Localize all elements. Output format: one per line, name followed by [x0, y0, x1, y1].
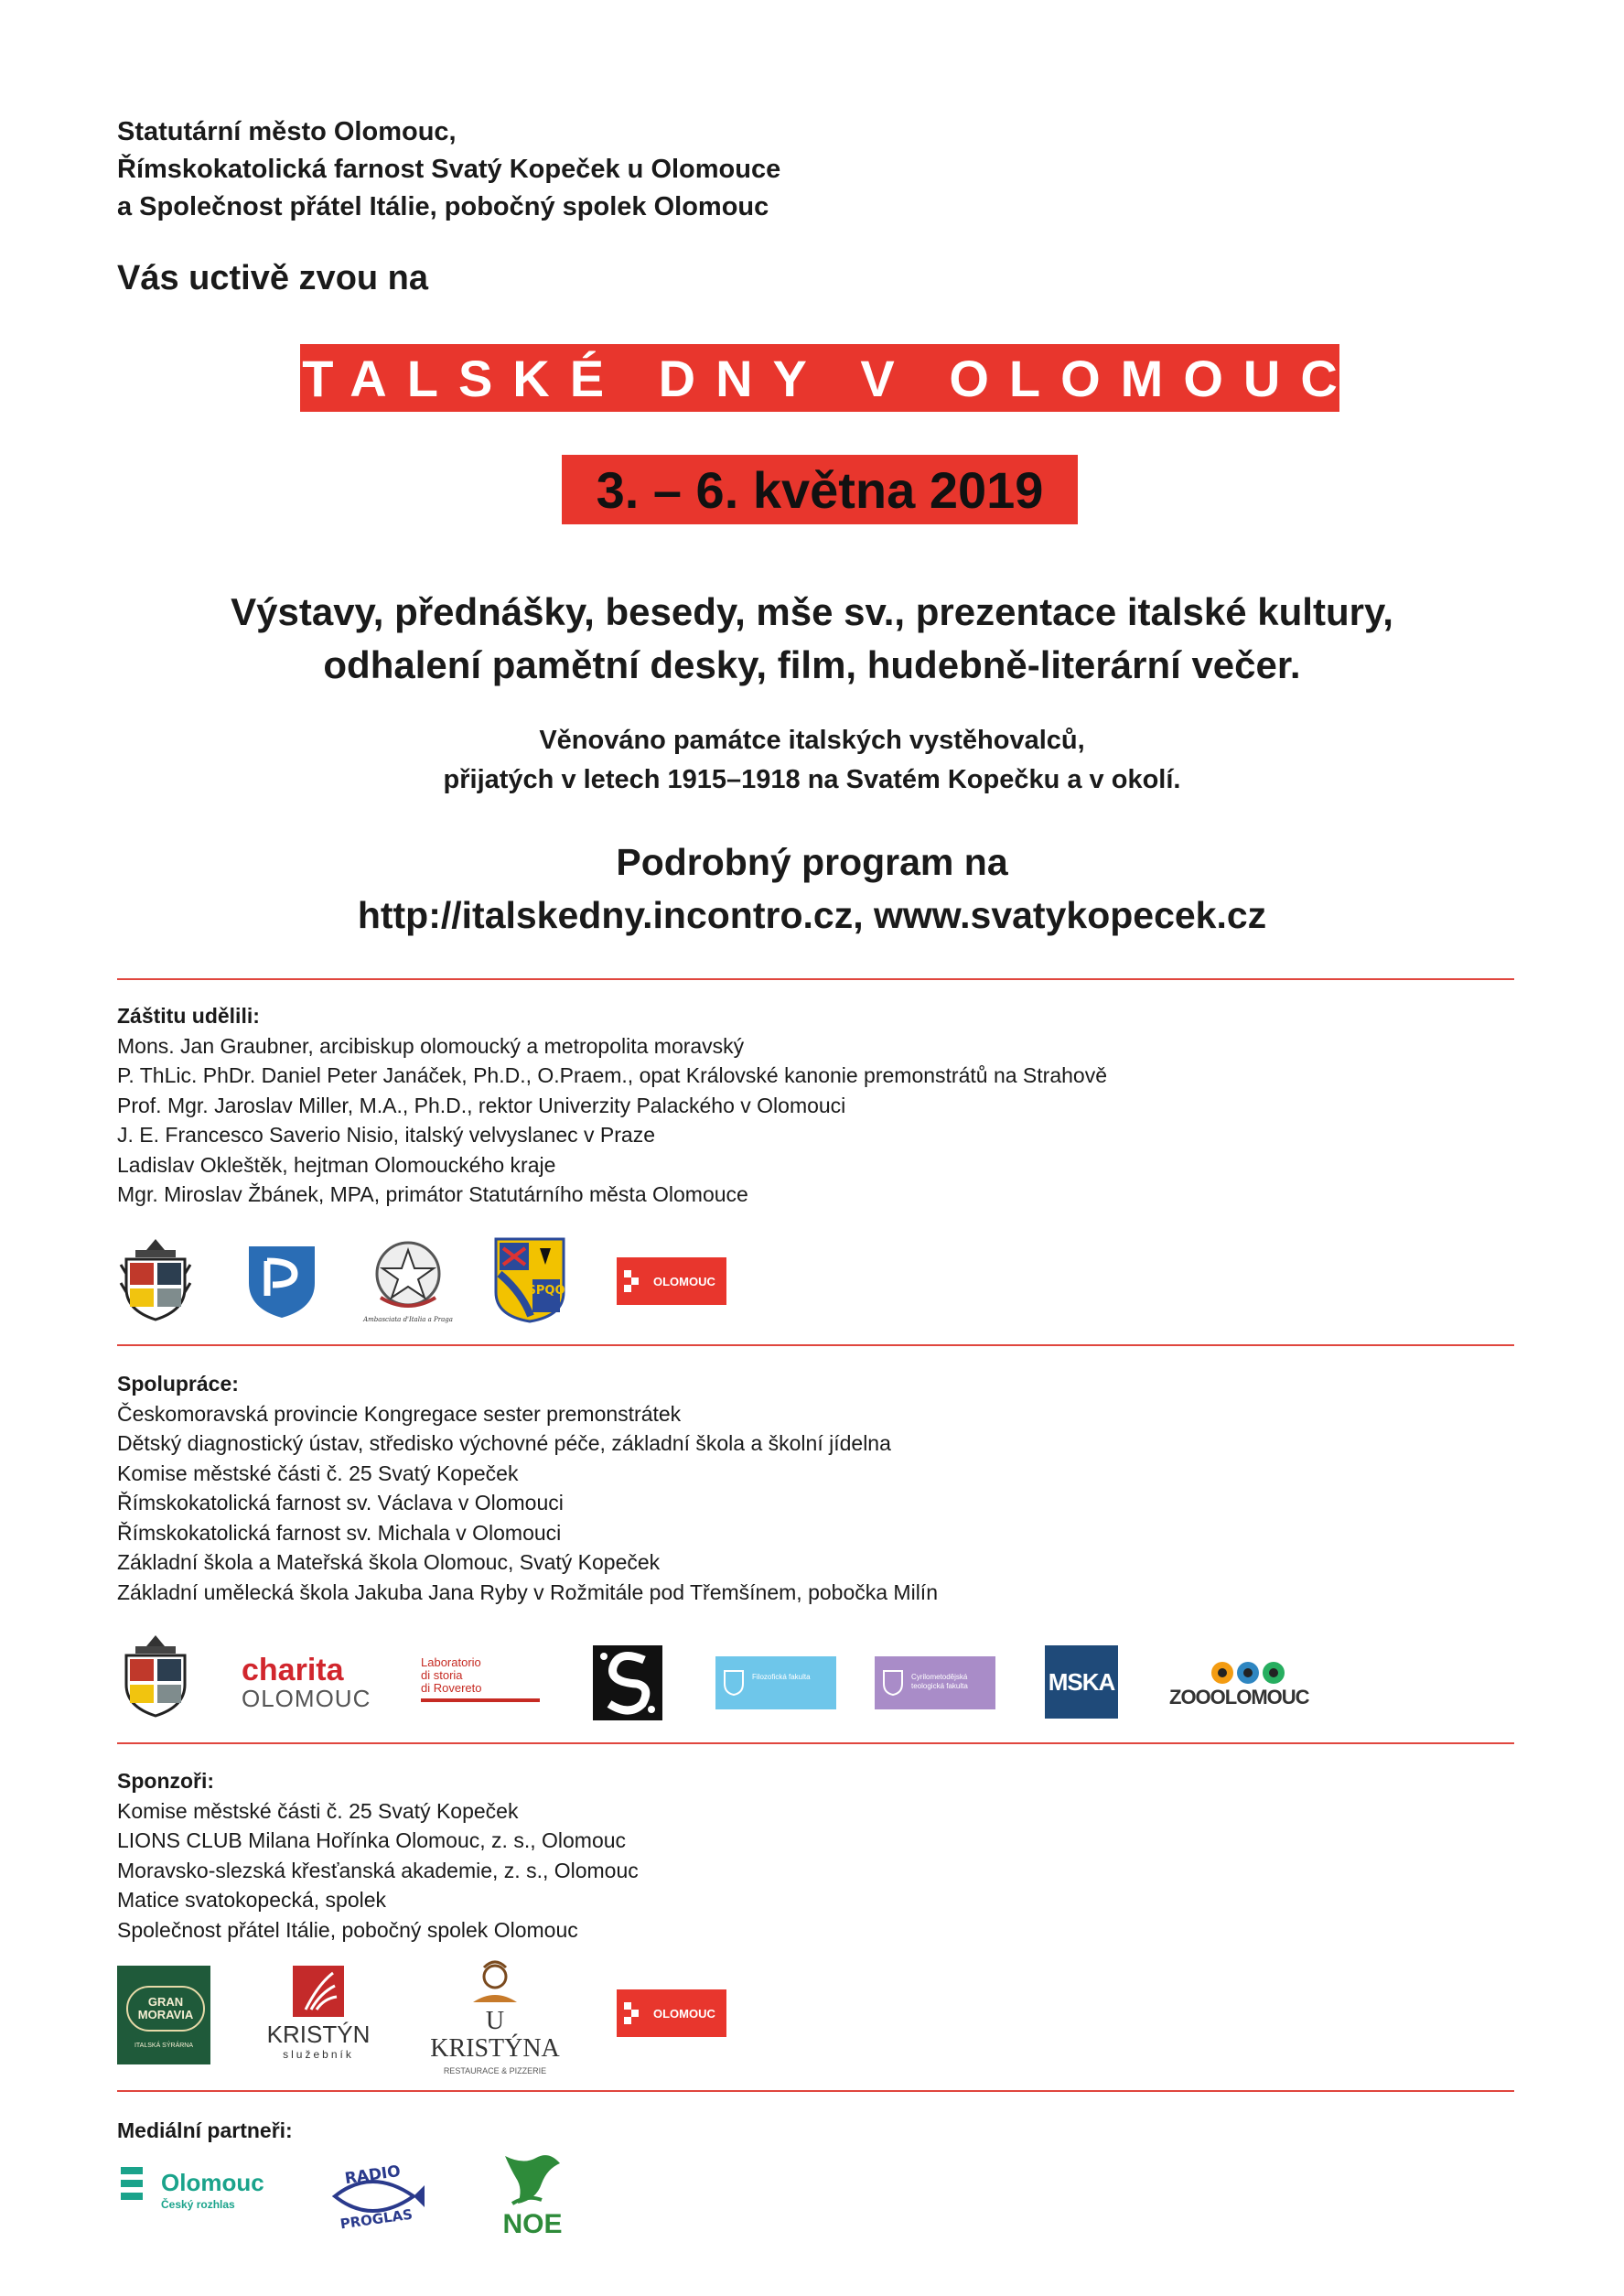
events-summary: [0, 586, 1624, 692]
patronage-item: P. ThLic. PhDr. Daniel Peter Janáček, Ph.D., O.Praem., opat Královské kanonie premonstrátů na Strahově: [117, 1063, 1107, 1087]
patronage-section: [117, 1001, 1107, 1210]
zoo-text: ZOOOLOMOUC: [1169, 1686, 1309, 1709]
dove-icon: [496, 2147, 569, 2211]
palacky-university-logo: [245, 1243, 318, 1320]
spqo-text: SPQO: [527, 1284, 565, 1298]
olomouc-checker-icon: [617, 1257, 653, 1305]
laboratorio-line: Laboratorio: [421, 1655, 481, 1669]
u-kristyna-logo: [423, 1960, 567, 2075]
matice-ornament-logo: [591, 1644, 664, 1722]
u-kristyna-text: U KRISTÝNA: [430, 2007, 560, 2063]
premonstratensian-coat-of-arms-logo: [117, 1633, 194, 1718]
dedication: [0, 721, 1624, 800]
kristyn-sub: služebník: [283, 2048, 354, 2061]
olomouc-logo-text: OLOMOUC: [653, 2006, 715, 2021]
mska-text: MSKA: [1048, 1667, 1115, 1696]
charita-logo: [242, 1655, 370, 1711]
charita-city: OLOMOUC: [242, 1685, 371, 1712]
olomouc-region-coat-of-arms-logo: [494, 1237, 565, 1323]
rozhlas-text: Olomouc: [161, 2169, 264, 2196]
proglas-text: PROGLAS: [339, 2205, 414, 2233]
cooperation-item: Komise městské části č. 25 Svatý Kopeček: [117, 1461, 519, 1485]
faculty-name: Cyrilometodějská teologická fakulta: [911, 1673, 968, 1690]
cooperation-item: Základní umělecká škola Jakuba Jana Ryby v Rožmitále pod Třemšínem, pobočka Milín: [117, 1579, 938, 1604]
radio-text: RADIO: [343, 2161, 402, 2189]
cooperation-section: [117, 1369, 938, 1607]
patronage-item: Prof. Mgr. Jaroslav Miller, M.A., Ph.D., rektor Univerzity Palackého v Olomouci: [117, 1093, 846, 1117]
gran-moravia-logo: [117, 1966, 210, 2064]
cooperation-item: Základní škola a Mateřská škola Olomouc, Svatý Kopeček: [117, 1550, 661, 1574]
italian-embassy-emblem-logo: [363, 1237, 453, 1325]
gran-caption: ITALSKÁ SÝRÁRNA: [134, 2043, 194, 2049]
cooperation-heading: Spolupráce:: [117, 1372, 239, 1396]
divider: [117, 1742, 1514, 1744]
moravia-text: MORAVIA: [137, 2008, 194, 2021]
patronage-item: J. E. Francesco Saverio Nisio, italský velvyslanec v Praze: [117, 1123, 655, 1147]
sponsor-item: Moravsko-slezská křesťanská akademie, z. s., Olomouc: [117, 1858, 639, 1882]
olomouc-logo-text: OLOMOUC: [653, 1274, 715, 1288]
theological-faculty-logo: [875, 1656, 995, 1709]
event-date-banner: [562, 455, 1078, 524]
laboratorio-logo: [421, 1656, 540, 1702]
organizer-line: Statutární město Olomouc,: [117, 117, 457, 146]
faculty-name: Filozofická fakulta: [752, 1673, 811, 1681]
faculty-shield-icon: [882, 1669, 904, 1697]
organizers: [117, 113, 780, 226]
patronage-item: Mons. Jan Graubner, arcibiskup olomoucký a metropolita moravský: [117, 1033, 745, 1058]
laboratorio-line: di Rovereto: [421, 1681, 482, 1695]
dedication-line: přijatých v letech 1915–1918 na Svatém Kopečku a v okolí.: [443, 765, 1181, 794]
noe-tv-logo: [489, 2147, 576, 2238]
media-section: [117, 2116, 293, 2146]
organizer-line: Římskokatolická farnost Svatý Kopeček u Olomouce: [117, 155, 781, 184]
organizer-line: a Společnost přátel Itálie, pobočný spolek Olomouc: [117, 192, 769, 221]
sponsor-item: Komise městské části č. 25 Svatý Kopeček: [117, 1798, 519, 1823]
charita-text: charita: [242, 1653, 344, 1687]
radio-proglas-logo: [326, 2160, 428, 2231]
rozhlas-sub: Český rozhlas: [161, 2198, 235, 2211]
chef-icon: [468, 1960, 522, 2008]
cooperation-item: Českomoravská provincie Kongregace sester premonstrátek: [117, 1401, 682, 1426]
dedication-line: Věnováno památce italských vystěhovalců,: [539, 726, 1085, 755]
u-kristyna-sub: RESTAURACE & PIZZERIE: [443, 2066, 547, 2075]
program-heading: Podrobný program na: [616, 841, 1008, 883]
embassy-caption: Ambasciata d'Italia a Praga: [363, 1316, 453, 1323]
patronage-item: Mgr. Miroslav Žbánek, MPA, primátor Statutárního města Olomouce: [117, 1182, 748, 1206]
patronage-item: Ladislav Okleštěk, hejtman Olomouckého kraje: [117, 1152, 556, 1177]
laboratorio-line: di storia: [421, 1668, 463, 1682]
cooperation-item: Dětský diagnostický ústav, středisko výchovné péče, základní škola a školní jídelna: [117, 1431, 891, 1455]
zoo-eyes-icon: [1210, 1660, 1310, 1686]
divider: [117, 978, 1514, 980]
program-info: [0, 835, 1624, 942]
sponsors-heading: Sponzoři:: [117, 1769, 215, 1793]
olomouc-checker-icon: [617, 1989, 653, 2037]
invitation-text: Vás uctivě zvou na: [117, 259, 429, 297]
divider: [117, 2090, 1514, 2092]
zoo-olomouc-logo: [1169, 1660, 1325, 1709]
event-title: ITALSKÉ DNY V OLOMOUCI: [267, 349, 1393, 407]
events-line: Výstavy, přednášky, besedy, mše sv., prezentace italské kultury,: [231, 590, 1393, 633]
noe-text: NOE: [502, 2209, 563, 2239]
media-heading: Mediální partneři:: [117, 2118, 293, 2142]
divider: [117, 1344, 1514, 1346]
sponsor-item: LIONS CLUB Milana Hořínka Olomouc, z. s., Olomouc: [117, 1828, 627, 1852]
olomouc-city-logo: [617, 1989, 726, 2037]
event-title-banner: [267, 344, 1393, 412]
kristyn-text: KRISTÝN: [266, 2021, 371, 2048]
event-date: 3. – 6. května 2019: [596, 460, 1044, 519]
events-line: odhalení pamětní desky, film, hudebně-literární večer.: [323, 643, 1301, 686]
kristyn-wheat-icon: [293, 1966, 344, 2017]
sponsor-item: Společnost přátel Itálie, pobočný spolek Olomouc: [117, 1917, 578, 1942]
patronage-heading: Záštitu udělili:: [117, 1004, 260, 1028]
rozhlas-icon: [117, 2163, 154, 2215]
cooperation-item: Římskokatolická farnost sv. Michala v Olomouci: [117, 1520, 562, 1545]
program-links[interactable]: http://italskedny.incontro.cz, www.svatykopecek.cz: [357, 894, 1267, 936]
sponsors-section: [117, 1766, 639, 1945]
faculty-shield-icon: [723, 1669, 745, 1697]
gran-text: GRAN: [147, 1995, 184, 2009]
cooperation-item: Římskokatolická farnost sv. Václava v Olomouci: [117, 1491, 564, 1514]
mska-logo: [1045, 1645, 1118, 1719]
olomouc-city-logo: [617, 1257, 726, 1305]
archbishop-coat-of-arms-logo: [117, 1237, 194, 1321]
philosophical-faculty-logo: [715, 1656, 836, 1709]
kristyn-logo: [256, 1966, 381, 2061]
sponsor-item: Matice svatokopecká, spolek: [117, 1888, 387, 1912]
